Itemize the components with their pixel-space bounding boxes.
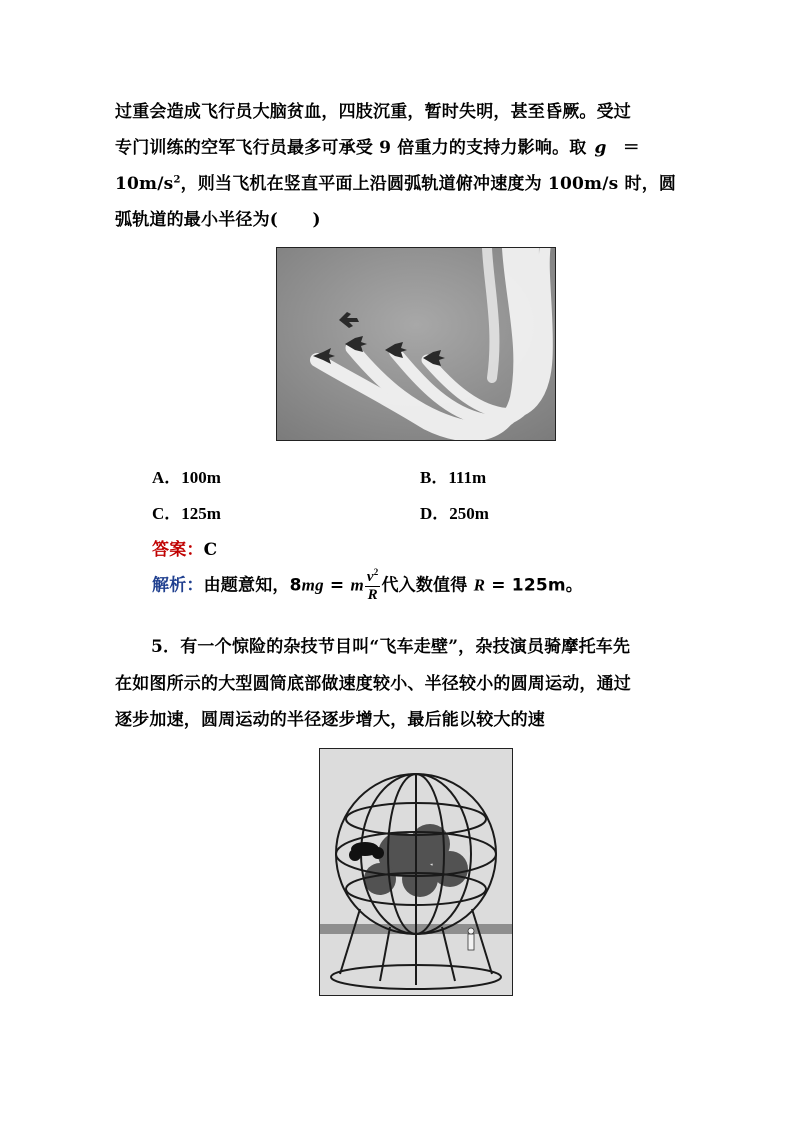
analysis-equals: = xyxy=(323,575,351,596)
numerator-v: v xyxy=(366,569,374,585)
analysis-line xyxy=(152,568,583,603)
analysis-m: m xyxy=(350,575,364,595)
accel-value: 10m/s xyxy=(115,174,174,194)
jets-photo xyxy=(276,247,556,441)
problem5-line3: 逐步加速，圆周运动的半径逐步增大，最后能以较大的速 xyxy=(115,710,545,730)
numerator-exponent: 2 xyxy=(373,567,379,577)
globe-photo xyxy=(319,748,513,996)
problem5-line1: 5．有一个惊险的杂技节目叫“飞车走壁”，杂技演员骑摩托车先 xyxy=(151,637,631,657)
globe-illustration xyxy=(320,749,512,995)
option-c: C．125m xyxy=(152,504,221,523)
equals-sign: ＝ xyxy=(622,138,640,158)
problem4-line1: 过重会造成飞行员大脑贫血，四肢沉重，暂时失明，甚至昏厥。受过 xyxy=(115,102,631,122)
analysis-text-1: 由题意知，8 xyxy=(203,575,302,596)
jets-illustration xyxy=(277,248,555,440)
velocity-fraction xyxy=(365,568,381,603)
accel-exponent: 2 xyxy=(173,174,181,186)
problem4-line3 xyxy=(115,169,676,194)
g-symbol: g xyxy=(594,138,607,158)
problem4-line2 xyxy=(115,133,640,158)
analysis-label: 解析： xyxy=(152,575,204,596)
option-d: D．250m xyxy=(420,504,489,523)
answer-label: 答案： xyxy=(152,540,204,560)
problem5-line2: 在如图所示的大型圆筒底部做速度较小、半径较小的圆周运动，通过 xyxy=(115,674,631,694)
answer-line xyxy=(152,535,217,560)
problem4-line3-text: ，则当飞机在竖直平面上沿圆弧轨道俯冲速度为 100m/s 时，圆 xyxy=(180,174,677,194)
analysis-r: R xyxy=(473,575,486,595)
analysis-mg: mg xyxy=(301,575,324,595)
analysis-text-2: 代入数值得 xyxy=(381,575,474,596)
analysis-result: = 125m。 xyxy=(485,575,584,596)
fraction-numerator xyxy=(365,568,381,587)
problem4-line4: 弧轨道的最小半径为( ) xyxy=(115,210,321,230)
option-a: A．100m xyxy=(152,468,221,487)
fraction-denominator: R xyxy=(367,587,378,603)
option-b: B．111m xyxy=(420,468,487,487)
problem4-line2-text: 专门训练的空军飞行员最多可承受 9 倍重力的支持力影响。取 xyxy=(115,138,587,158)
answer-value: C xyxy=(203,540,218,560)
